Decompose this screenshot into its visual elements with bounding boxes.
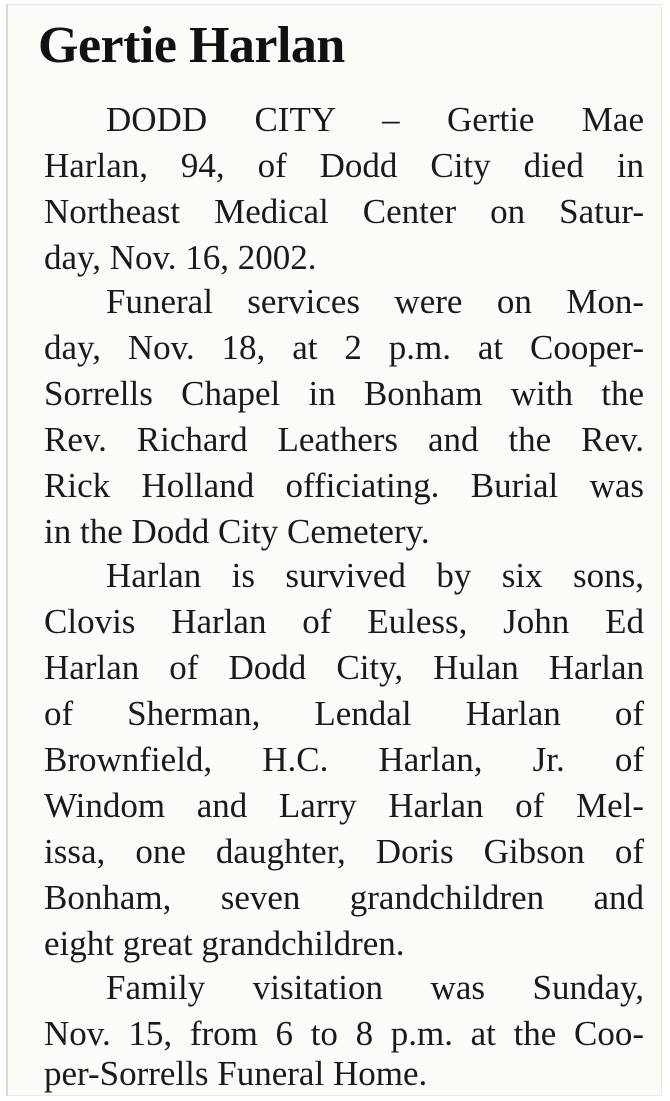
body-line: Clovis Harlan of Euless, John Ed [44,602,644,641]
body-line: day, Nov. 16, 2002. [44,238,317,277]
body-line: Sorrells Chapel in Bonham with the [44,374,644,413]
body-line: Funeral services were on Mon- [106,282,644,321]
body-line: eight great grandchildren. [44,924,405,963]
body-line: Harlan is survived by six sons, [106,556,644,595]
body-line: in the Dodd City Cemetery. [44,512,430,551]
body-line: Harlan of Dodd City, Hulan Harlan [44,648,644,687]
body-line: Rick Holland officiating. Burial was [44,466,644,505]
body-line: Bonham, seven grandchildren and [44,878,644,917]
obituary-headline: Gertie Harlan [38,17,345,74]
body-line: Rev. Richard Leathers and the Rev. [44,420,644,459]
body-line: Brownfield, H.C. Harlan, Jr. of [44,740,644,779]
body-line: Harlan, 94, of Dodd City died in [44,146,644,185]
body-line: day, Nov. 18, at 2 p.m. at Cooper- [44,328,644,367]
body-line: issa, one daughter, Doris Gibson of [44,832,644,871]
body-line: of Sherman, Lendal Harlan of [44,694,644,733]
body-line: DODD CITY – Gertie Mae [106,100,644,139]
body-line: per-Sorrells Funeral Home. [44,1054,428,1093]
obituary-clipping [6,4,662,1096]
body-line: Northeast Medical Center on Satur- [44,192,644,231]
body-line: Nov. 15, from 6 to 8 p.m. at the Coo- [44,1014,644,1053]
body-line: Windom and Larry Harlan of Mel- [44,786,644,825]
body-line: Family visitation was Sunday, [106,968,644,1007]
